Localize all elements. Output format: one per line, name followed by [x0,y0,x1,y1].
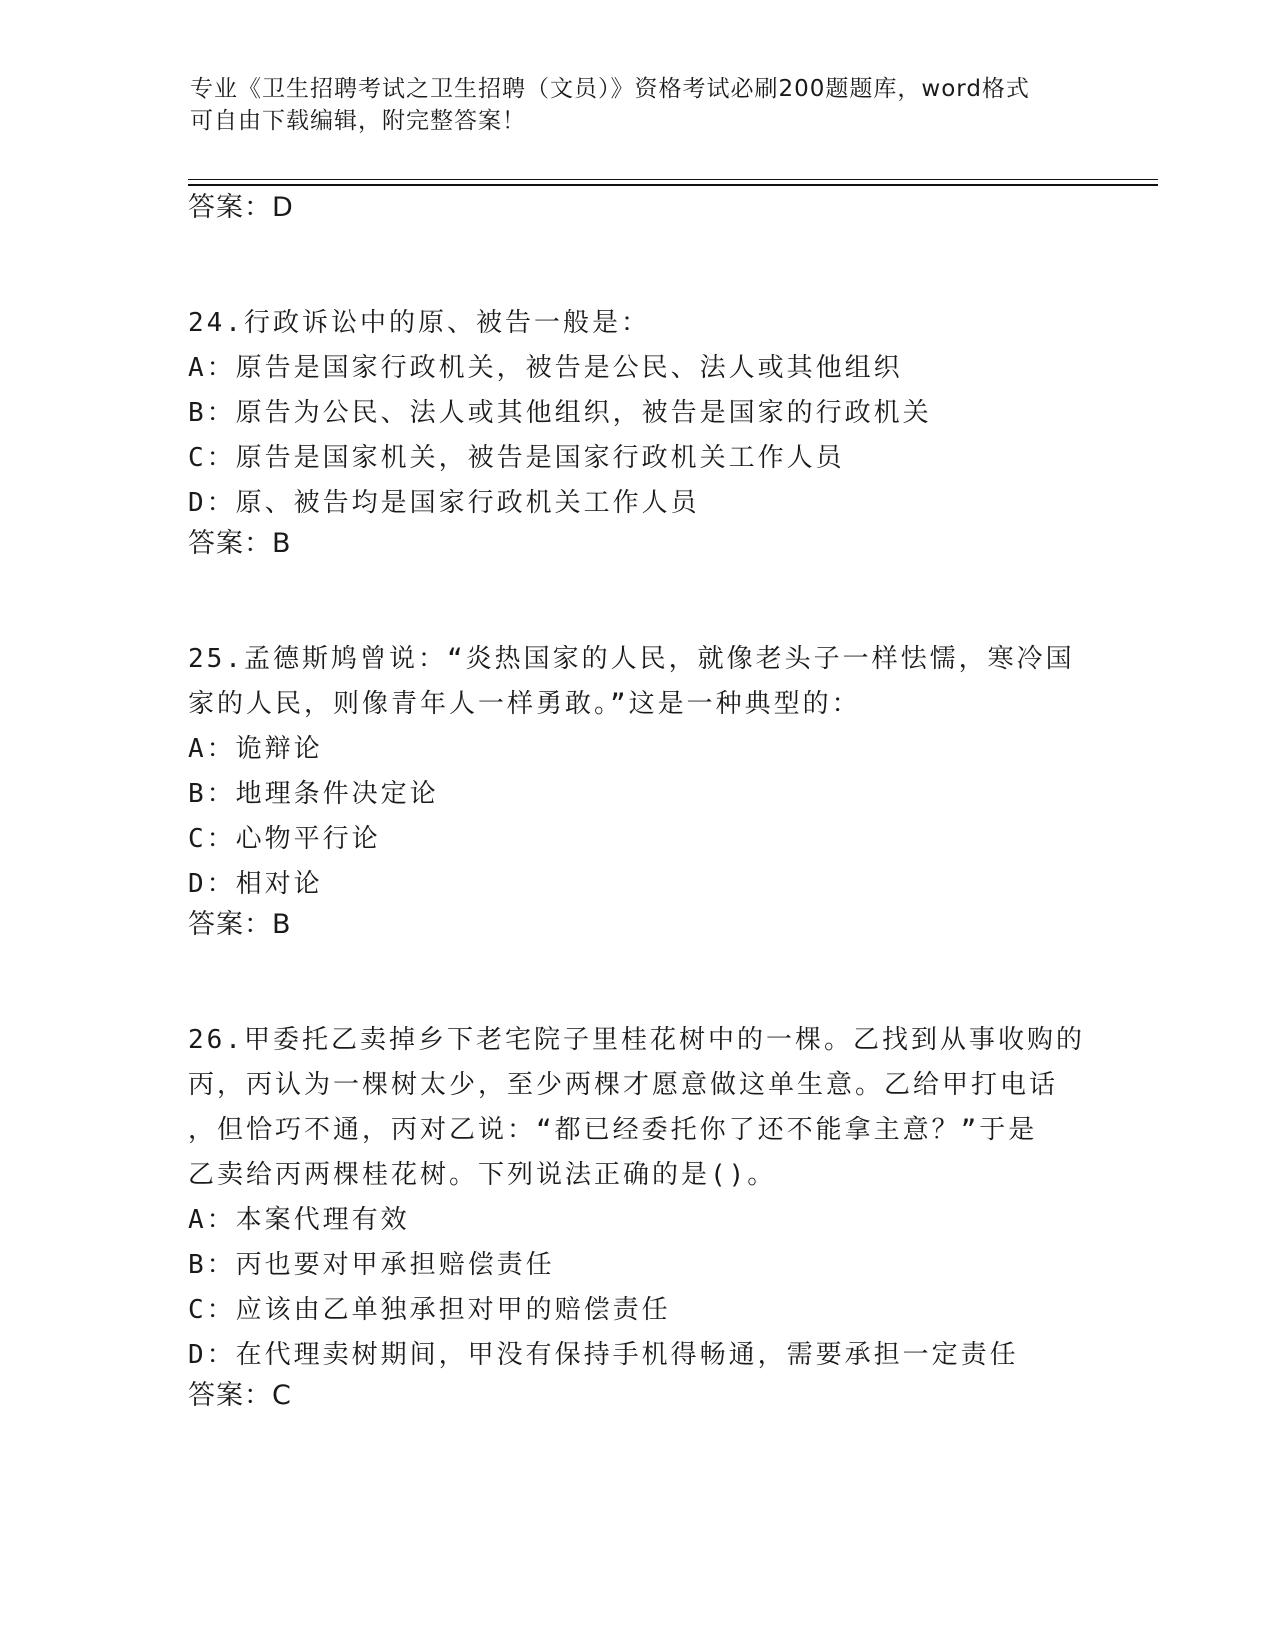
option-c: C：心物平行论 [188,824,381,854]
question-text-line: 26.甲委托乙卖掉乡下老宅院子里桂花树中的一棵。乙找到从事收购的 [188,1025,1085,1055]
answer: 答案：C [188,1380,292,1411]
option-b: B：丙也要对甲承担赔偿责任 [188,1250,555,1280]
option-a: A：原告是国家行政机关，被告是公民、法人或其他组织 [188,353,903,383]
question-text-line: ，但恰巧不通，丙对乙说：“都已经委托你了还不能拿主意？”于是 [188,1115,1038,1145]
spacer [188,943,1088,1018]
spacer [188,562,1088,637]
question-text-line: 乙卖给丙两棵桂花树。下列说法正确的是()。 [188,1160,777,1190]
option-c: C：原告是国家机关，被告是国家行政机关工作人员 [188,443,845,473]
header-divider-thick [188,184,1158,186]
answer: 答案：B [188,909,292,940]
previous-answer: 答案：D [188,192,294,223]
question-text-line: 24.行政诉讼中的原、被告一般是： [188,308,650,338]
header-line-2: 可自由下载编辑，附完整答案！ [190,108,526,134]
header-line-1: 专业《卫生招聘考试之卫生招聘（文员）》资格考试必刷200题题库，word格式 [190,76,1030,102]
question-text-line: 丙，丙认为一棵树太少，至少两棵才愿意做这单生意。乙给甲打电话 [188,1070,1059,1100]
option-d: D：相对论 [188,869,323,899]
question-25 [188,637,1088,943]
option-b: B：原告为公民、法人或其他组织，被告是国家的行政机关 [188,398,932,428]
question-content [188,190,1088,1414]
answer: 答案：B [188,528,292,559]
option-a: A：诡辩论 [188,734,323,764]
option-d: D：原、被告均是国家行政机关工作人员 [188,488,700,518]
question-text-line: 家的人民，则像青年人一样勇敢。”这是一种典型的： [188,689,861,719]
question-26 [188,1018,1088,1414]
question-24 [188,301,1088,562]
question-text-line: 25.孟德斯鸠曾说：“炎热国家的人民，就像老头子一样怯懦，寒冷国 [188,644,1075,674]
option-d: D：在代理卖树期间，甲没有保持手机得畅通，需要承担一定责任 [188,1340,1019,1370]
option-b: B：地理条件决定论 [188,779,439,809]
header-divider-thin [188,179,1158,180]
option-a: A：本案代理有效 [188,1205,410,1235]
option-c: C：应该由乙单独承担对甲的赔偿责任 [188,1295,671,1325]
spacer [188,226,1088,301]
document-header [190,73,1090,137]
